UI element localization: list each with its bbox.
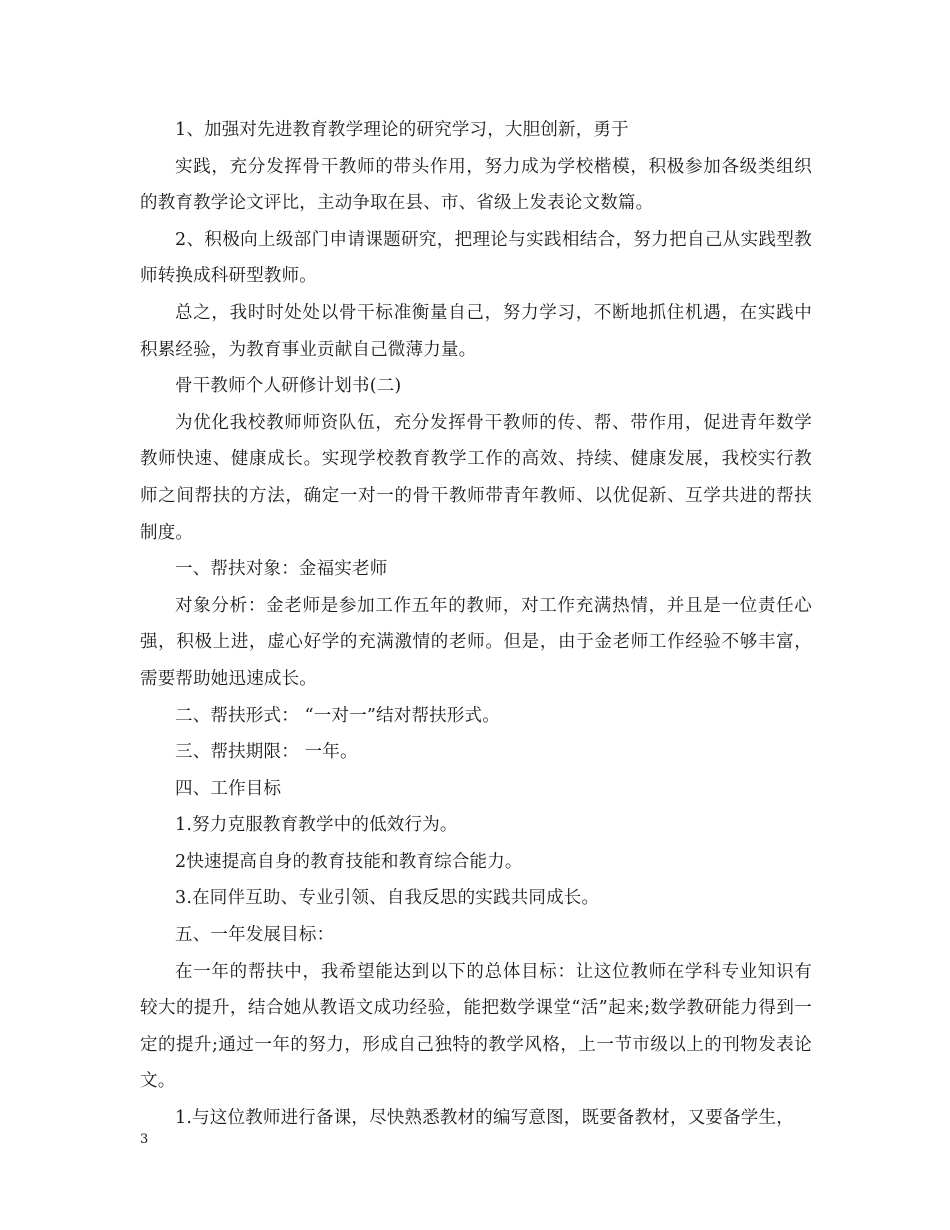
page-number: 3 bbox=[140, 1132, 149, 1147]
paragraph: 五、一年发展目标： bbox=[175, 925, 335, 946]
paragraph: 一、帮扶对象：金福实老师 bbox=[175, 559, 388, 580]
paragraph: 四、工作目标 bbox=[175, 778, 282, 799]
paragraph: 3.在同伴互助、专业引领、自我反思的实践共同成长。 bbox=[175, 888, 600, 909]
paragraph: 1、加强对先进教育教学理论的研究学习，大胆创新，勇于 bbox=[175, 120, 629, 140]
paragraph: 2、积极向上级部门申请课题研究，把理论与实践相结合，努力把自己从实践型教师转换成科研型教师。 bbox=[140, 229, 812, 287]
paragraph: 实践，充分发挥骨干教师的带头作用，努力成为学校楷模，积极参加各级类组织的教育教学论文评比，主动争取在县、市、省级上发表论文数篇。 bbox=[140, 156, 812, 214]
paragraph: 总之，我时时处处以骨干标准衡量自己，努力学习，不断地抓住机遇，在实践中积累经验，为教育事业贡献自己微薄力量。 bbox=[140, 302, 812, 360]
paragraph: 2快速提高自身的教育技能和教育综合能力。 bbox=[175, 851, 523, 872]
paragraph: 1.努力克服教育教学中的低效行为。 bbox=[175, 815, 458, 836]
paragraph: 1.与这位教师进行备课，尽快熟悉教材的编写意图，既要备教材，又要备学生， bbox=[175, 1108, 794, 1129]
paragraph: 三、帮扶期限： 一年。 bbox=[175, 742, 358, 763]
document-body bbox=[140, 112, 812, 1137]
paragraph: 对象分析：金老师是参加工作五年的教师，对工作充满热情，并且是一位责任心强，积极上进，虚心好学的充满激情的老师。但是，由于金老师工作经验不够丰富，需要帮助她迅速成长。 bbox=[140, 595, 812, 689]
section-heading: 骨干教师个人研修计划书(二) bbox=[175, 376, 402, 397]
paragraph: 为优化我校教师师资队伍，充分发挥骨干教师的传、帮、带作用，促进青年数学教师快速、健康成长。实现学校教育教学工作的高效、持续、健康发展，我校实行教师之间帮扶的方法，确定一对一的骨干教师带青年教师、以优促新、互学共进的帮扶制度。 bbox=[140, 412, 812, 543]
paragraph: 在一年的帮扶中，我希望能达到以下的总体目标：让这位教师在学科专业知识有较大的提升，结合她从教语文成功经验，能把数学课堂“活”起来;数学教研能力得到一定的提升;通过一年的努力，形成自己独特的教学风格，上一节市级以上的刊物发表论文。 bbox=[140, 961, 812, 1092]
paragraph: 二、帮扶形式： “一对一”结对帮扶形式。 bbox=[175, 705, 500, 726]
